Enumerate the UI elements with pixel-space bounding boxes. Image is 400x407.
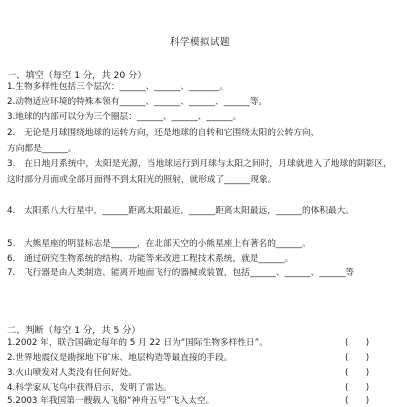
judge-item-4 — [7, 383, 394, 394]
question-6: 4. 太阳系八大行星中，______距离太阳最近，______距离太阳最远，______的体积最大。 — [7, 206, 355, 216]
section-fill-blank-heading: 一、填空（每空 1 分，共 20 分） — [7, 70, 147, 81]
question-3: 3.地球的内部可以分为三个圈层：______、______、______。 — [7, 112, 242, 122]
question-4-line-1: 2. 无论是月球围绕地球的运转方向，还是地球的自转和它围绕太阳的公转方向， — [7, 128, 320, 138]
answer-bracket[interactable]: ( ) — [345, 338, 370, 348]
question-4-line-2: 方向都是______。 — [7, 144, 77, 154]
question-8: 6. 通过研究生物系统的结构、功能等来改进工程技术系统，就是______。 — [7, 254, 294, 264]
answer-bracket[interactable]: ( ) — [345, 353, 370, 363]
judge-item-text: 2.世界地震仪是勘探地下矿床、地层构造等最直接的手段。 — [7, 353, 233, 363]
judge-item-2 — [7, 353, 394, 364]
judge-item-text: 4.科学家从飞鸟中获得启示，发明了雷达。 — [7, 383, 172, 393]
question-1: 1.生物多样性包括三个层次：______、______、_______。 — [7, 82, 229, 92]
answer-bracket[interactable]: ( ) — [345, 368, 370, 378]
question-7: 5. 大熊星座的明显标志是______，在北部天空的小熊星座上有著名的______。 — [7, 239, 311, 249]
judge-item-5 — [7, 396, 394, 407]
judge-item-text: 3.火山喷发对人类没有任何好处。 — [7, 368, 137, 378]
question-9: 7. 飞行器是由人类制造、能离开地面飞行的器械或装置，包括______、______、______等 — [7, 268, 355, 278]
judge-item-text: 5.2003 年我国第一艘载人飞船“神舟五号”飞入太空。 — [7, 396, 215, 406]
answer-bracket[interactable]: ( ) — [345, 383, 370, 393]
judge-item-1 — [7, 338, 394, 349]
page-title: 科学模拟试题 — [169, 37, 230, 48]
answer-bracket[interactable]: ( ) — [345, 396, 370, 406]
judge-item-text: 1.2002 年，联合国确定每年的 5 月 22 日为“国际生物多样性日”。 — [7, 338, 268, 348]
question-2: 2.动物适应环境的特殊本领有______、______、______、______等。 — [7, 97, 268, 107]
question-5: 3. 在日地月系统中，太阳是光源，当地球运行到月球与太阳之间时，月球就进入了地球的阴影区，这时部分月面或全部月面得不到太阳光的照射，就形成了______现象。 — [7, 159, 392, 185]
section-true-false-heading: 二、判断（每空 1 分，共 5 分） — [7, 325, 141, 336]
judge-item-3 — [7, 368, 394, 379]
